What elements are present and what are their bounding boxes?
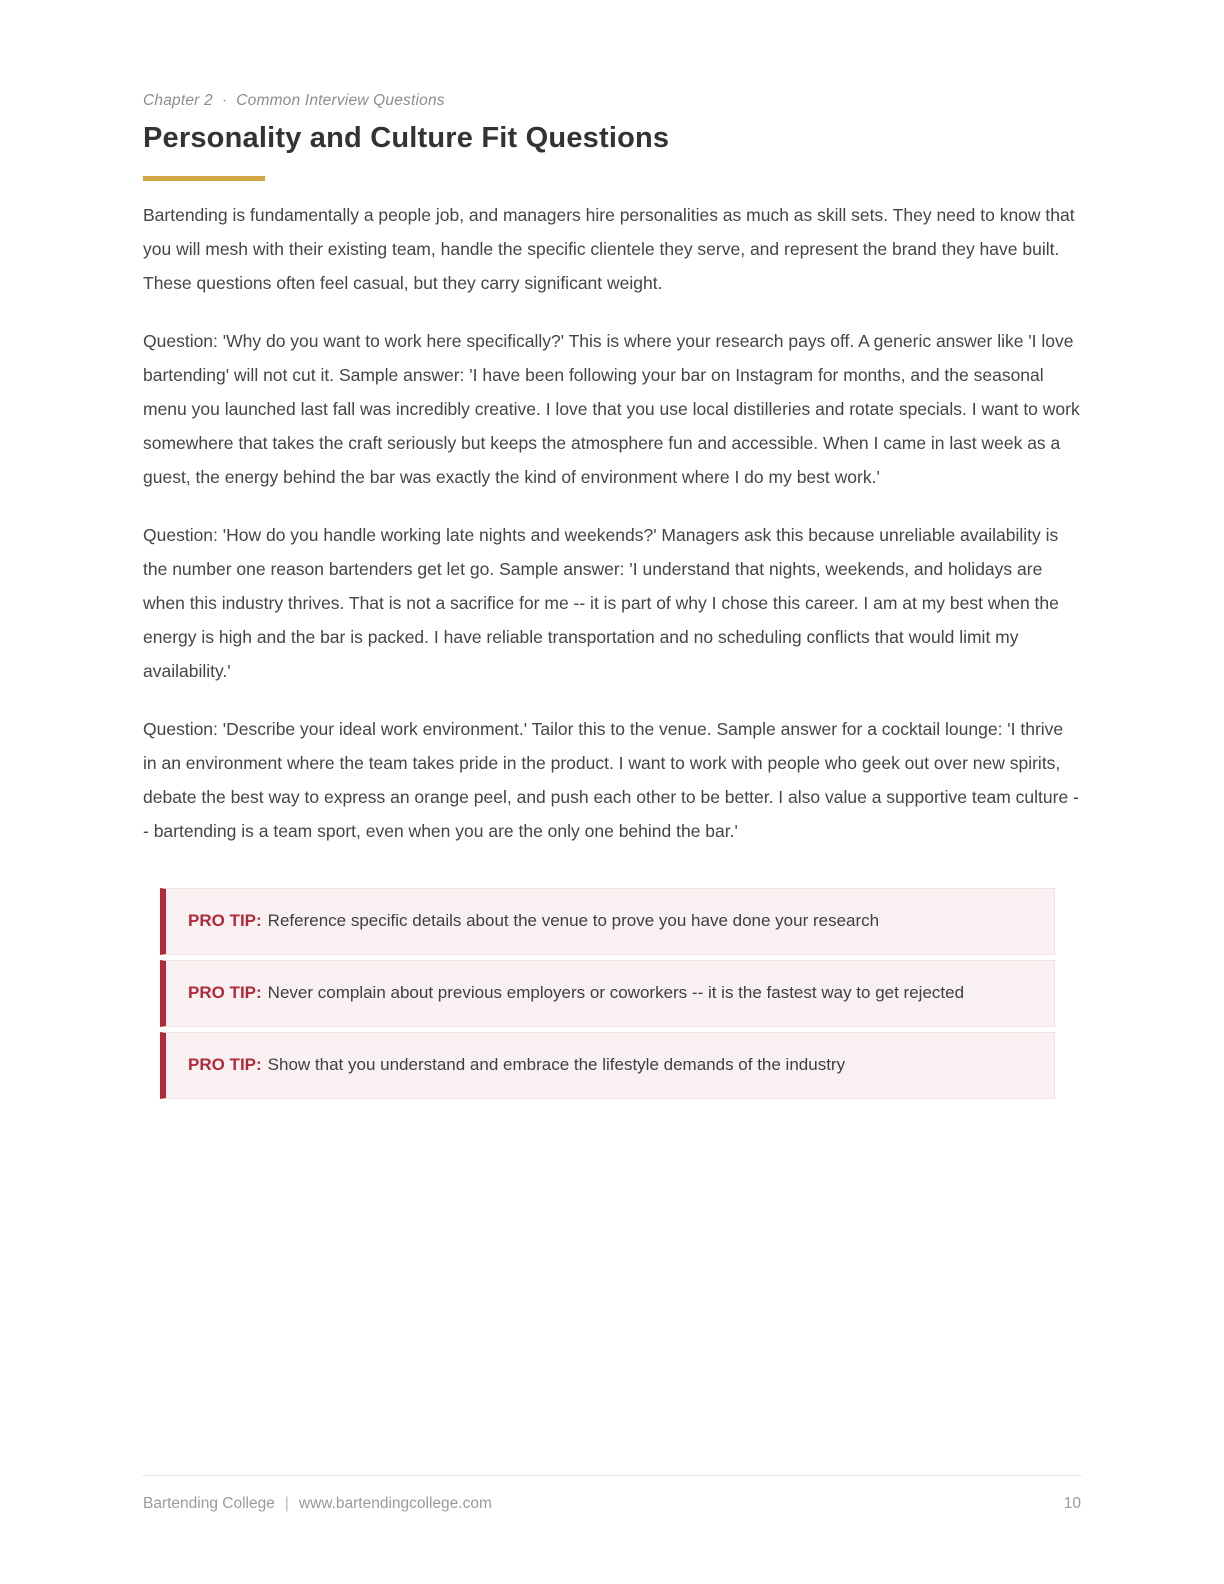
chapter-section: Common Interview Questions (236, 92, 445, 109)
pro-tip-label: PRO TIP: (188, 911, 262, 930)
breadcrumb-separator: · (221, 92, 228, 109)
pro-tip-callout (160, 888, 1055, 955)
body-paragraph: Question: 'Describe your ideal work environment.' Tailor this to the venue. Sample answer for a cocktail lounge: 'I thrive in an environment where the team takes pride in the product. I want to work with people who geek out over new spirits, debate the best way to express an orange peel, and push each other to be better. I also value a supportive team culture -- bartending is a team sport, even when you are the only one behind the bar.' (143, 719, 1079, 841)
page-content (143, 92, 1081, 1104)
footer-separator: | (284, 1495, 289, 1512)
page-number: 10 (1063, 1495, 1081, 1512)
pro-tip-label: PRO TIP: (188, 1055, 262, 1074)
chapter-number: Chapter 2 (143, 92, 213, 109)
body-paragraph: Bartending is fundamentally a people job, and managers hire personalities as much as skill sets. They need to know that you will mesh with their existing team, handle the specific clientele they serve, and represent the brand they have built. These questions often feel casual, but they carry significant weight. (143, 205, 1075, 293)
chapter-breadcrumb (143, 92, 1081, 110)
pro-tip-label: PRO TIP: (188, 983, 262, 1002)
pro-tip-callout (160, 960, 1055, 1027)
page-title: Personality and Culture Fit Questions (143, 122, 670, 154)
footer-url: www.bartendingcollege.com (298, 1495, 492, 1512)
footer-left (143, 1495, 492, 1513)
page-footer (143, 1475, 1081, 1513)
pro-tip-text: Never complain about previous employers or coworkers -- it is the fastest way to get rejected (267, 983, 965, 1002)
pro-tip-list (143, 888, 1081, 1099)
pro-tip-callout (160, 1032, 1055, 1099)
body-copy (143, 198, 1081, 848)
body-paragraph: Question: 'Why do you want to work here specifically?' This is where your research pays off. A generic answer like 'I love bartending' will not cut it. Sample answer: 'I have been following your bar on Instagram for months, and the seasonal menu you launched last fall was incredibly creative. I love that you use local distilleries and rotate specials. I want to work somewhere that takes the craft seriously but keeps the atmosphere fun and accessible. When I came in last week as a guest, the energy behind the bar was exactly the kind of environment where I do my best work.' (143, 331, 1080, 487)
footer-brand: Bartending College (143, 1495, 275, 1512)
body-paragraph: Question: 'How do you handle working late nights and weekends?' Managers ask this because unreliable availability is the number one reason bartenders get let go. Sample answer: 'I understand that nights, weekends, and holidays are when this industry thrives. That is not a sacrifice for me -- it is part of why I chose this career. I am at my best when the energy is high and the bar is packed. I have reliable transportation and no scheduling conflicts that would limit my availability.' (143, 525, 1059, 681)
accent-divider (143, 176, 265, 181)
pro-tip-text: Show that you understand and embrace the lifestyle demands of the industry (267, 1055, 846, 1074)
pro-tip-text: Reference specific details about the venue to prove you have done your research (267, 911, 880, 930)
